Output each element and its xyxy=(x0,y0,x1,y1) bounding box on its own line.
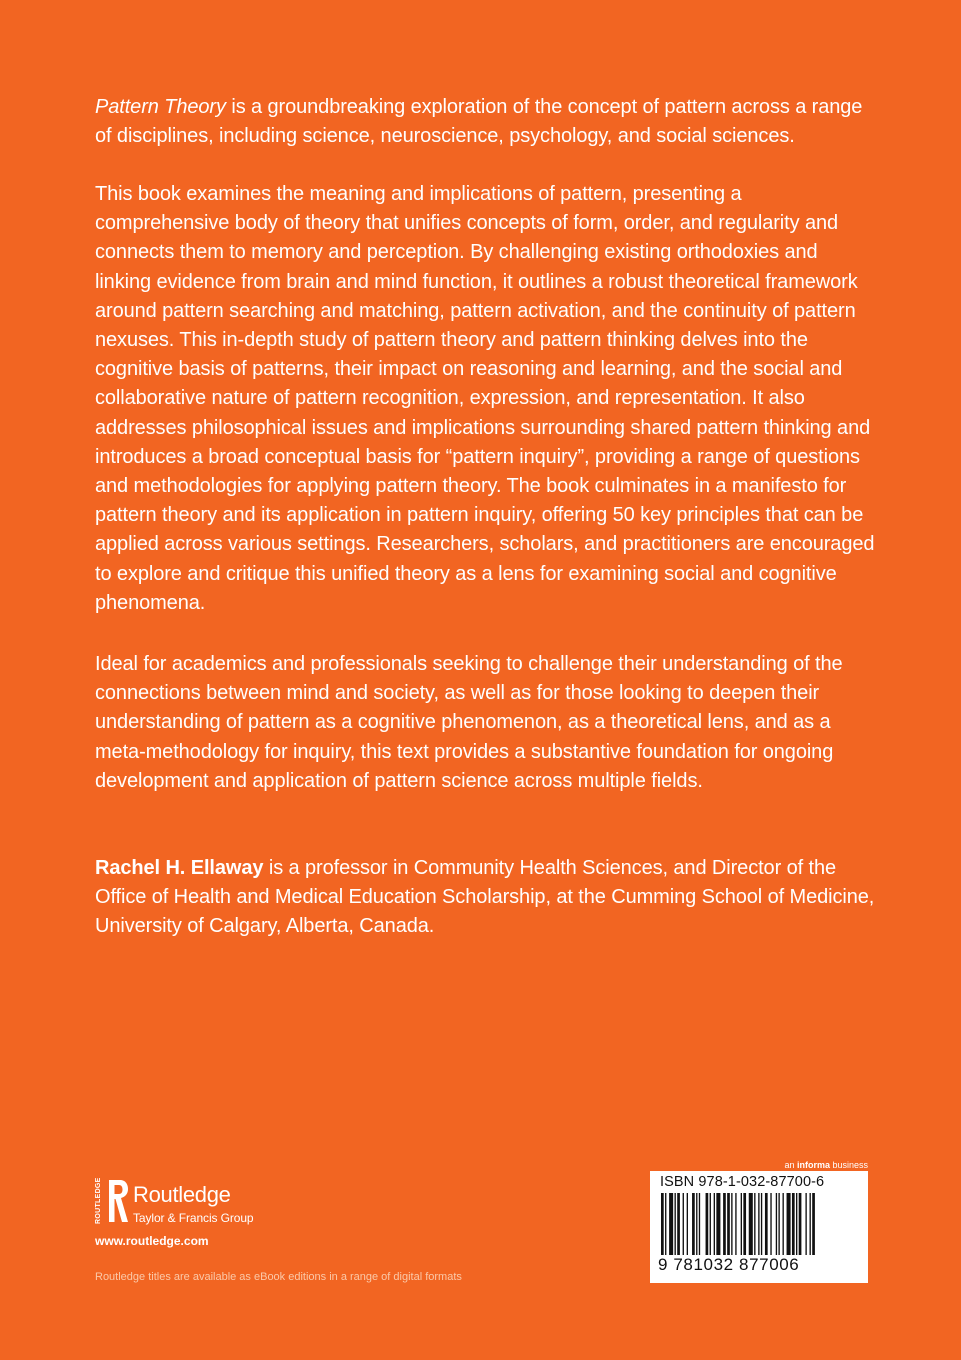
barcode-bar xyxy=(792,1193,795,1255)
barcode-bar xyxy=(665,1193,666,1255)
audience-paragraph: Ideal for academics and professionals seeking to challenge their understanding of the connections between mind and society, as well as for those looking to deepen their understanding of pattern as a cognitive phenomenon, as a theoretical lens, and as a meta-methodology for inquiry, this text provides a substantive foundation for ongoing development and application of pattern science across multiple fields. xyxy=(95,653,843,792)
barcode-bar xyxy=(761,1193,762,1255)
ebook-note: Routledge titles are available as eBook editions in a range of digital formats xyxy=(95,1271,462,1283)
author-bio xyxy=(95,854,875,942)
barcode-bar xyxy=(735,1193,736,1255)
informa-suffix: business xyxy=(829,1160,868,1170)
barcode-bar xyxy=(805,1193,806,1255)
informa-prefix: an xyxy=(784,1160,797,1170)
publisher-group: Taylor & Francis Group xyxy=(133,1211,254,1225)
barcode-bar xyxy=(661,1193,664,1255)
author-name: Rachel H. Ellaway xyxy=(95,857,264,879)
barcode-bar xyxy=(731,1193,732,1255)
intro-paragraph xyxy=(95,93,875,151)
barcode-bar xyxy=(758,1193,759,1255)
barcode-bar xyxy=(692,1193,695,1255)
informa-business-tag xyxy=(772,1160,868,1170)
routledge-vertical-wordmark: ROUTLEDGE xyxy=(95,1177,102,1225)
barcode-bar xyxy=(669,1193,673,1255)
barcode-box xyxy=(650,1171,868,1283)
routledge-logo xyxy=(95,1172,295,1232)
barcode-bar xyxy=(716,1193,720,1255)
barcode-bar xyxy=(754,1193,755,1255)
barcode-bar xyxy=(706,1193,709,1255)
barcode-bar xyxy=(770,1193,771,1255)
publisher-name: Routledge xyxy=(133,1182,231,1207)
barcode-bar xyxy=(783,1193,784,1255)
barcode-bar xyxy=(796,1193,797,1255)
barcode-bar xyxy=(683,1193,684,1255)
barcode-bar xyxy=(723,1193,726,1255)
summary-paragraph: This book examines the meaning and implications of pattern, presenting a comprehensive body of theory that unifies concepts of form, order, and regularity and connects them to memory and perception. By challenging existing orthodoxies and linking evidence from brain and mind function, it outlines a robust theoretical framework around pattern searching and matching, pattern activation, and the continuity of pattern nexuses. This in-depth study of pattern theory and pattern thinking delves into the cognitive basis of patterns, their impact on reasoning and learning, and the social and collaborative nature of pattern recognition, expression, and representation. It also addresses philosophical issues and implications surrounding shared pattern thinking and introduces a broad conceptual basis for “pattern inquiry”, providing a range of questions and methodologies for applying pattern theory. The book culminates in a manifesto for pattern theory and its application in pattern inquiry, offering 50 key principles that can be applied across various settings. Researchers, scholars, and practitioners are encouraged to explore and critique this unified theory as a lens for examining social and cognitive phenomena. xyxy=(95,183,875,614)
barcode-bar xyxy=(714,1193,715,1255)
barcode-bar xyxy=(749,1193,753,1255)
barcode-bar xyxy=(687,1193,688,1255)
barcode-bar xyxy=(778,1193,779,1255)
informa-brand: informa xyxy=(796,1160,830,1170)
book-title: Pattern Theory xyxy=(95,96,226,118)
barcode-bar xyxy=(743,1193,746,1255)
barcode-bar xyxy=(799,1193,802,1255)
routledge-r-icon xyxy=(107,1178,129,1224)
barcode-bar xyxy=(810,1193,811,1255)
author-bio-text: is a professor in Community Health Sciences, and Director of the Office of Health and Medical Education Scholarship, at the Cumming School of Medicine, University of Calgary, Alberta, Canada. xyxy=(95,857,875,938)
barcode-bar xyxy=(727,1193,730,1255)
barcode-bar xyxy=(787,1193,791,1255)
barcode-graphic xyxy=(660,1193,858,1255)
barcode-bar xyxy=(699,1193,700,1255)
barcode-bar xyxy=(675,1193,676,1255)
barcode-bar xyxy=(696,1193,697,1255)
barcode-bar xyxy=(776,1193,777,1255)
publisher-website: www.routledge.com xyxy=(95,1234,209,1248)
barcode-bar xyxy=(710,1193,711,1255)
barcode-bar xyxy=(765,1193,768,1255)
barcode-bar xyxy=(677,1193,680,1255)
barcode-bar xyxy=(741,1193,742,1255)
barcode-digits: 9 781032 877006 xyxy=(658,1255,800,1274)
barcode-bar xyxy=(812,1193,815,1255)
intro-text: is a groundbreaking exploration of the concept of pattern across a range of disciplines, including science, neuroscience, psychology, and social sciences. xyxy=(95,96,863,148)
isbn-label: ISBN 978-1-032-87700-6 xyxy=(660,1174,825,1190)
